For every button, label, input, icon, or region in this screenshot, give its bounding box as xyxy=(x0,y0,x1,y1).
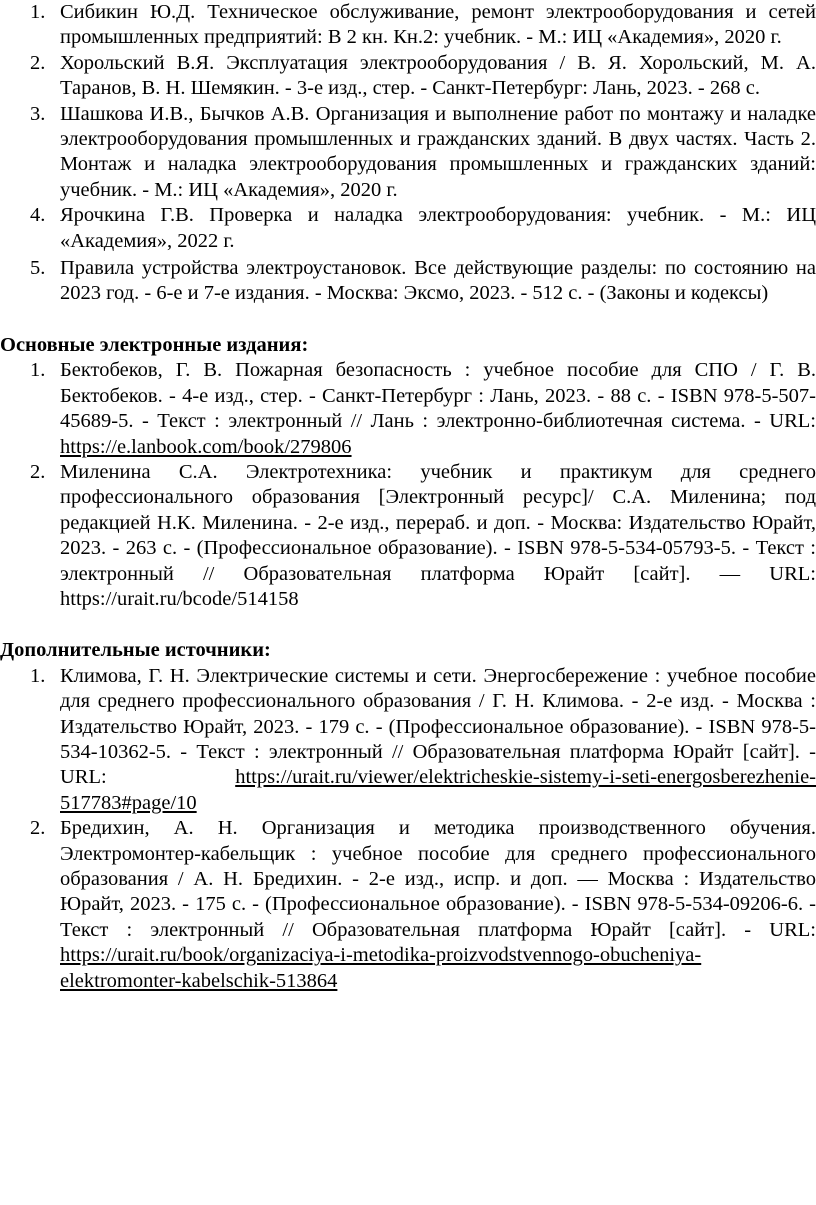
electronic-sources-list xyxy=(0,358,816,612)
item-text: Ярочкина Г.В. Проверка и наладка электрооборудования: учебник. - М.: ИЦ «Академия», 2022 г. xyxy=(60,204,816,252)
item-number: 1. xyxy=(30,1,46,23)
list-item xyxy=(0,816,816,994)
item-text: Правила устройства электроустановок. Все действующие разделы: по состоянию на 2023 год. - 6-е и 7-е издания. - Москва: Эксмо, 2023. - 512 с. - (Законы и кодексы) xyxy=(60,257,816,305)
list-item xyxy=(0,664,816,816)
item-text: Сибикин Ю.Д. Техническое обслуживание, ремонт электрооборудования и сетей промышленных предприятий: В 2 кн. Кн.2: учебник. - М.: ИЦ «Академия», 2020 г. xyxy=(60,1,816,49)
list-item xyxy=(0,102,816,204)
source-link[interactable]: https://e.lanbook.com/book/279806 xyxy=(60,435,352,458)
item-number: 2. xyxy=(30,51,46,74)
source-link[interactable]: https://urait.ru/book/organizaciya-i-metodika-proizvodstvennogo-obucheniya-elektromonter-kabelschik-513864 xyxy=(60,944,702,992)
item-text: Хорольский В.Я. Эксплуатация электрооборудования / В. Я. Хорольский, М. А. Таранов, В. Н. Шемякин. - 3-е изд., стер. - Санкт-Петербург: Лань, 2023. - 268 с. xyxy=(60,51,816,100)
list-item xyxy=(0,51,816,102)
list-item xyxy=(0,203,816,254)
item-text: Климова, Г. Н. Электрические системы и сети. Энергосбережение : учебное пособие для среднего профессионального образования / Г. Н. Климова. - 2-е изд. - Москва : Издательство Юрайт, 2023. - 179 с. - (Профессиональное образование). - ISBN 978-5-534-10362-5. - Текст : электронный // Образовательная платформа Юрайт [сайт]. - URL: xyxy=(60,664,816,789)
item-text: Шашкова И.В., Бычков А.В. Организация и выполнение работ по монтажу и наладке электрооборудования промышленных и гражданских зданий. В двух частях. Часть 2. Монтаж и наладка электрооборудования промышленных и гражданских зданий: учебник. - М.: ИЦ «Академия», 2020 г. xyxy=(60,102,816,201)
section-heading-additional: Дополнительные источники: xyxy=(0,639,271,662)
list-item xyxy=(0,256,816,307)
item-number: 2. xyxy=(30,817,46,840)
item-number: 3. xyxy=(30,102,46,125)
list-item xyxy=(0,460,816,612)
item-number: 1. xyxy=(30,359,46,382)
item-text: Бредихин, А. Н. Организация и методика производственного обучения. Электромонтер-кабельщик : учебное пособие для среднего профессионального образования / А. Н. Бредихин. - 2-е изд., испр. и доп. — Москва : Издательство Юрайт, 2023. - 175 с. - (Профессиональное образование). - ISBN 978-5-534-09206-6. - Текст : электронный // Образовательная платформа Юрайт [сайт]. - URL: xyxy=(60,817,816,941)
item-number: 4. xyxy=(30,204,46,227)
list-item xyxy=(0,0,816,51)
main-sources-list xyxy=(0,0,816,307)
item-text: Бектобеков, Г. В. Пожарная безопасность : учебное пособие для СПО / Г. В. Бектобеков. - 4-е изд., стер. - Санкт-Петербург : Лань, 2023. - 88 с. - ISBN 978-5-507-45689-5. - Текст : электронный // Лань : электронно-библиотечная система. - URL: xyxy=(60,359,816,433)
additional-sources-list xyxy=(0,664,816,994)
item-text: Миленина С.А. Электротехника: учебник и практикум для среднего профессионального образования [Электронный ресурс]/ С.А. Миленина; под редакцией Н.К. Миленина. - 2-е изд., перераб. и доп. - Москва: Издательство Юрайт, 2023. - 263 с. - (Профессиональное образование). - ISBN 978-5-534-05793-5. - Текст : электронный // Образовательная платформа Юрайт [сайт]. — URL: https://urait.ru/bcode/514158 xyxy=(60,460,816,610)
item-number: 2. xyxy=(30,460,46,483)
section-heading-electronic: Основные электронные издания: xyxy=(0,333,309,356)
item-number: 5. xyxy=(30,257,46,280)
source-link[interactable]: https://urait.ru/viewer/elektricheskie-sistemy-i-seti-energosberezhenie-517783#page/10 xyxy=(60,766,816,814)
item-number: 1. xyxy=(30,664,46,687)
list-item xyxy=(0,358,816,460)
